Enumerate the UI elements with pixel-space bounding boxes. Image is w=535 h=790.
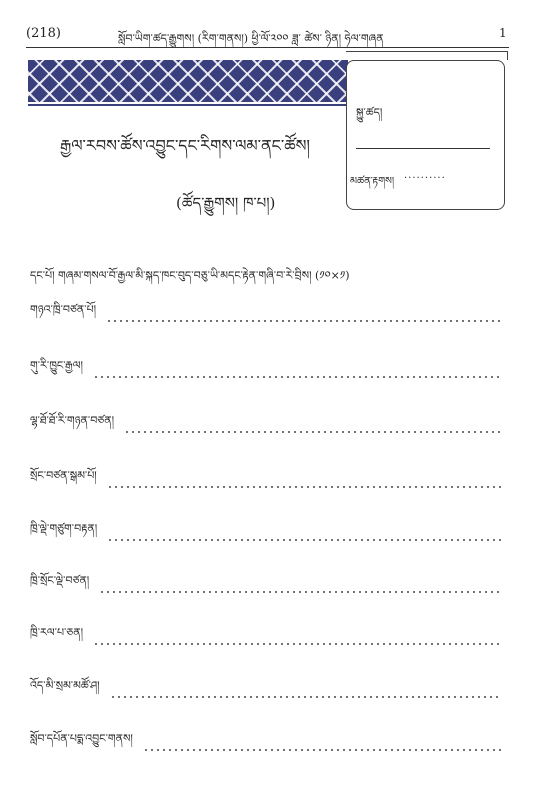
item-label: འོད་མི་སྲམ་མཚོ་ཤ། [30,679,100,692]
list-item [30,414,502,439]
header-rule [26,47,509,48]
answer-line[interactable] [107,539,502,541]
answer-line[interactable] [93,643,502,645]
decorative-knot-banner [28,60,348,102]
list-item [30,732,502,757]
list-item [30,626,502,651]
answer-line[interactable] [110,696,502,698]
banner-underline [28,104,348,106]
item-label: ཁྲི་ལྡེ་གཙུག་བརྟན། [30,522,98,535]
score-write-line[interactable] [356,148,490,149]
score-label: སྐྱུ་ཚད། [356,106,383,119]
answer-line[interactable] [106,320,502,322]
answer-line[interactable] [93,376,502,378]
exam-title: རྒྱལ་རབས་ཚོས་འབྱུང་དང་རིགས་ལམ་ནང་ཚོས། [60,136,310,155]
list-item [30,574,502,599]
answer-line[interactable] [99,591,502,593]
signature-dots[interactable]: .......... [404,170,446,181]
header-right-number: 1 [499,26,507,40]
signature-label: མཚན་རྟགས། [350,176,395,187]
score-box-tab [346,51,508,60]
answer-line[interactable] [107,486,502,488]
answer-line[interactable] [124,431,502,433]
answer-line[interactable] [143,749,502,751]
item-label: ལྷ་ཐོ་ཐོ་རི་གཉན་བཙན། [30,414,115,427]
item-label: སློབ་དཔོན་པདྨ་འབྱུང་གནས། [30,732,133,745]
item-label: གཉའ་ཁྲི་བཙན་པོ། [30,303,97,316]
item-label: ཁྲི་སྲོང་ལྡེ་བཙན། [30,574,90,587]
list-item [30,469,502,494]
list-item [30,679,502,704]
list-item [30,522,502,547]
item-label: སྲོང་བཙན་སྒམ་པོ། [30,469,97,482]
item-label: གུ་རི་ཁྱུང་རྒྱལ། [30,359,83,372]
list-item [30,359,502,384]
question-instruction: དང་པོ། གཞམ་གསལ་བོ་རྒྱལ་མི་སྐད་ཁང་བུད་བཅུ་ཡི་མདང་རྟེན་གཞི་བ་རེ་བྲིས། (༡༠×༡) [30,269,350,282]
running-header: སློབ་ཡིག་ཚད་རྒྱུགས། (རིག་གནས།) ཕྱི་ལོ་༢༠༠ ཟླ་ ཚེས་ ཉིན། ཧེལ་གཞན [118,32,384,45]
list-item [30,303,502,328]
exam-subtitle: (ཚོད་རྒྱུགས། ཁ་པ།) [176,194,276,212]
page-number: (218) [26,26,61,41]
item-label: ཁྲི་རལ་པ་ཅན། [30,626,84,639]
